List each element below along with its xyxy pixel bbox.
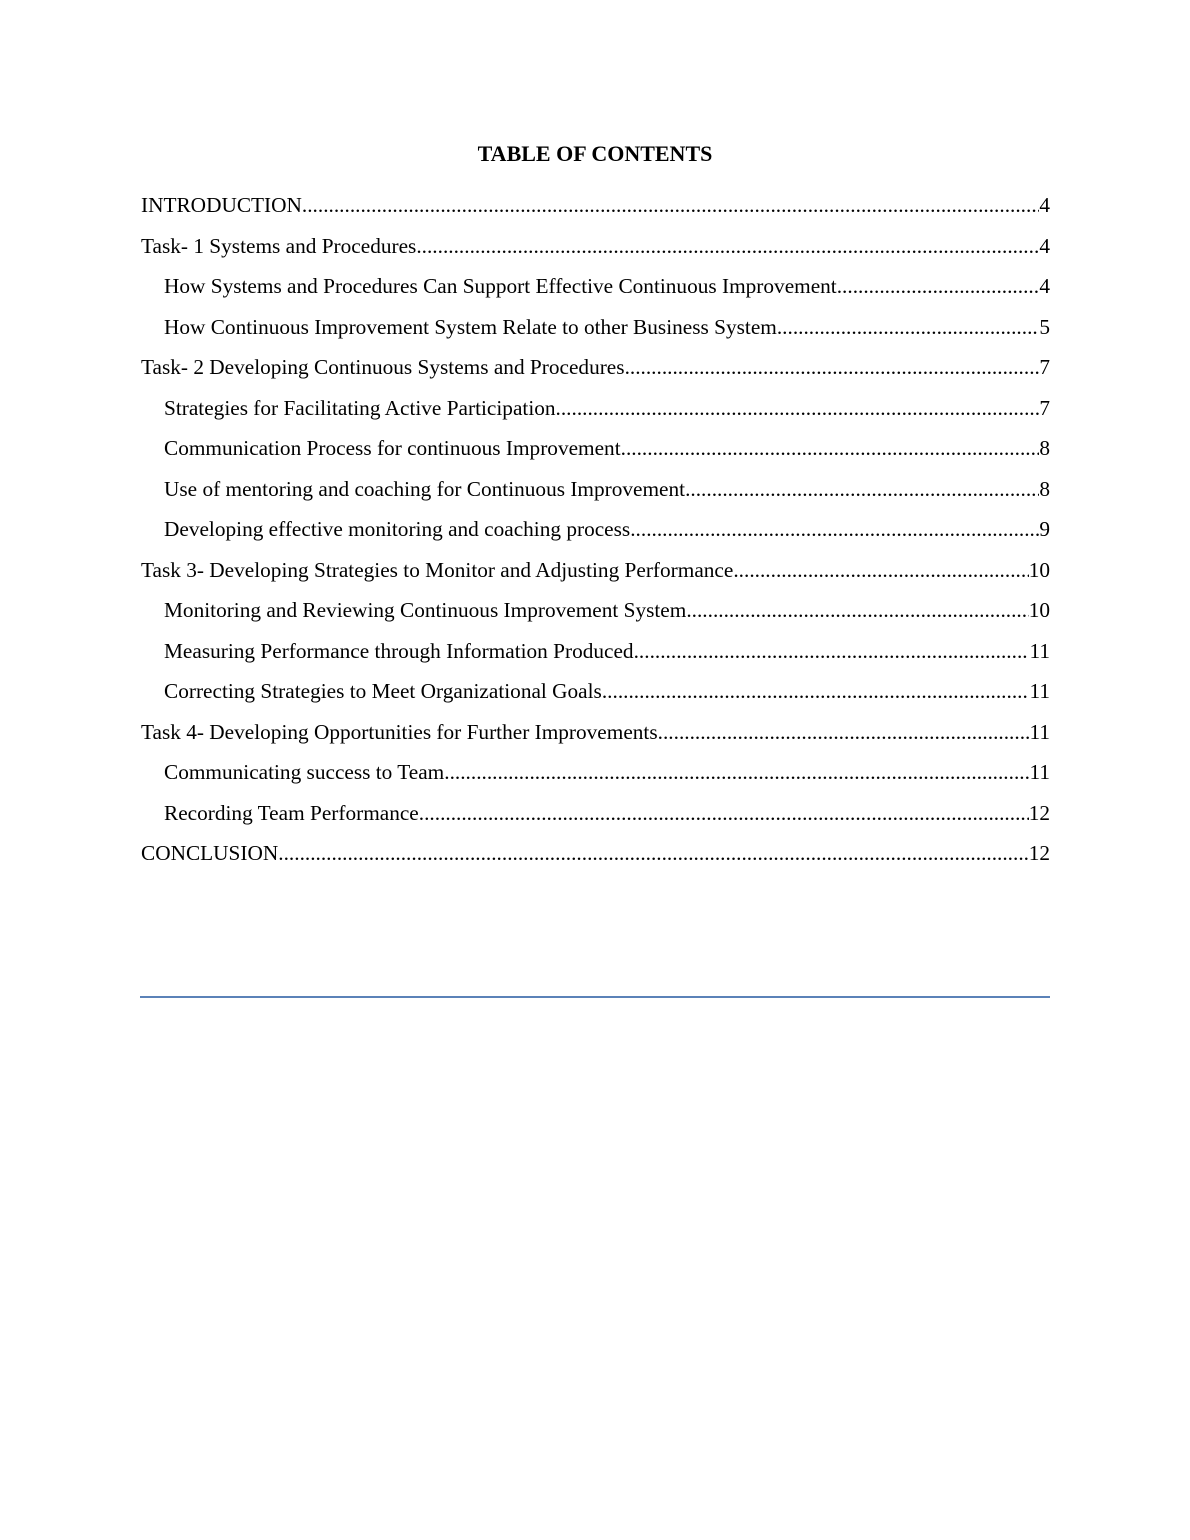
toc-dot-leader <box>837 271 1040 301</box>
toc-entry-text: Monitoring and Reviewing Continuous Improvement System <box>164 598 687 622</box>
toc-dot-leader <box>416 231 1039 261</box>
toc-page-number: 12 <box>1028 841 1050 865</box>
toc-title: TABLE OF CONTENTS <box>477 141 713 166</box>
toc-entry-text: Strategies for Facilitating Active Participation <box>164 395 556 420</box>
toc-page-number: 9 <box>1039 517 1050 541</box>
toc-entry-text: Developing effective monitoring and coaching process <box>164 517 631 541</box>
toc-dot-leader <box>625 352 1040 382</box>
toc-entry-text: Communicating success to Team <box>164 760 445 784</box>
toc-page-number: 10 <box>1028 557 1050 582</box>
toc-dot-leader <box>685 474 1039 504</box>
toc-entry-text: Recording Team Performance <box>164 800 419 825</box>
toc-entry[interactable] <box>141 393 1050 434</box>
toc-dot-leader <box>630 514 1039 544</box>
toc-entry-text: CONCLUSION <box>141 841 279 865</box>
toc-entry-text: How Systems and Procedures Can Support Effective Continuous Improvement <box>164 274 837 298</box>
toc-entry-text: How Continuous Improvement System Relate to other Business System <box>164 314 777 339</box>
toc-page-number: 4 <box>1039 274 1050 298</box>
toc-page-number: 8 <box>1039 436 1050 460</box>
toc-dot-leader <box>686 595 1028 625</box>
toc-dot-leader <box>444 757 1029 787</box>
toc-entry-text: INTRODUCTION <box>141 193 302 217</box>
toc-page-number: 8 <box>1039 476 1050 501</box>
toc-dot-leader <box>658 717 1030 747</box>
toc-page-number: 4 <box>1039 233 1050 258</box>
toc-entry-text: Use of mentoring and coaching for Continuous Improvement <box>164 476 686 501</box>
toc-entry-text: Task 3- Developing Strategies to Monitor and Adjusting Performance <box>141 557 734 582</box>
toc-entry[interactable] <box>141 757 1050 798</box>
toc-entry[interactable] <box>141 433 1050 474</box>
toc-entry[interactable] <box>141 514 1050 555</box>
toc-entry[interactable] <box>141 838 1050 879</box>
toc-entry[interactable] <box>141 474 1050 515</box>
toc-entry[interactable] <box>141 271 1050 312</box>
toc-page-number: 7 <box>1039 395 1050 420</box>
toc-dot-leader <box>777 312 1040 342</box>
toc-entry[interactable] <box>141 717 1050 758</box>
toc-entry-text: Measuring Performance through Information Produced <box>164 638 634 663</box>
toc-dot-leader <box>419 798 1029 828</box>
toc-entry-text: Task- 2 Developing Continuous Systems and Procedures <box>141 355 625 379</box>
toc-entry-text: Task- 1 Systems and Procedures <box>141 233 417 258</box>
toc-entry[interactable] <box>141 636 1050 677</box>
footer-divider <box>140 996 1050 998</box>
toc-entry-text: Task 4- Developing Opportunities for Further Improvements <box>141 719 658 744</box>
toc-page-number: 10 <box>1028 598 1050 622</box>
toc-page-number: 11 <box>1029 760 1050 784</box>
toc-entry[interactable] <box>141 798 1050 839</box>
toc-dot-leader <box>278 838 1028 868</box>
toc-page-number: 4 <box>1039 193 1050 217</box>
toc-entry[interactable] <box>141 352 1050 393</box>
toc-entry[interactable] <box>141 231 1050 272</box>
toc-page-number: 11 <box>1029 679 1050 703</box>
toc-entry[interactable] <box>141 676 1050 717</box>
toc-dot-leader <box>602 676 1030 706</box>
toc-dot-leader <box>634 636 1030 666</box>
toc-page-number: 11 <box>1029 638 1050 663</box>
toc-page-number: 5 <box>1039 314 1050 339</box>
toc-entry[interactable] <box>141 595 1050 636</box>
toc-entry-text: Communication Process for continuous Improvement <box>164 436 621 460</box>
toc-dot-leader <box>556 393 1040 423</box>
toc-page-number: 7 <box>1039 355 1050 379</box>
toc-entry[interactable] <box>141 312 1050 353</box>
toc-dot-leader <box>733 555 1028 585</box>
toc-entry[interactable] <box>141 555 1050 596</box>
toc-page-number: 12 <box>1028 800 1050 825</box>
toc-page-number: 11 <box>1029 719 1050 744</box>
toc-dot-leader <box>621 433 1040 463</box>
toc-entry-text: Correcting Strategies to Meet Organizational Goals <box>164 679 602 703</box>
toc-list <box>141 190 1050 879</box>
toc-dot-leader <box>302 190 1039 220</box>
toc-entry[interactable] <box>141 190 1050 231</box>
